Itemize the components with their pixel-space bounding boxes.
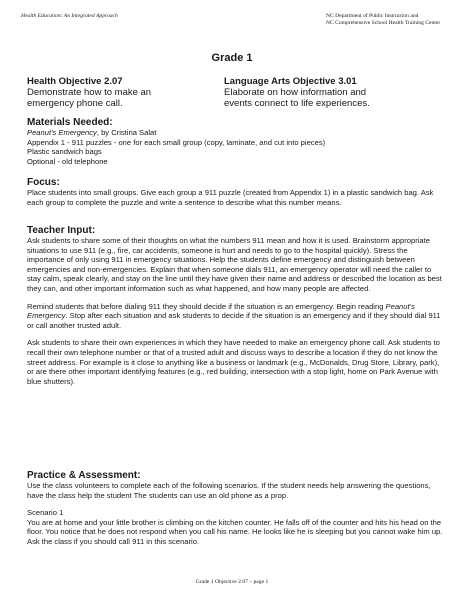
- running-header-right-line-2: NC Comprehensive School Health Training Center: [326, 20, 441, 26]
- page-footer: Grade 1 Objective 2.07 – page 1: [195, 579, 269, 585]
- materials-item-2: Plastic sandwich bags: [27, 147, 102, 157]
- language-arts-objective-title: Language Arts Objective 3.01: [224, 76, 357, 87]
- materials-item-3: Optional - old telephone: [27, 156, 108, 166]
- practice-section: [27, 470, 447, 547]
- focus-section: [27, 177, 447, 207]
- teacher-input-paragraph-3: Ask students to share their own experiences in which they have needed to make an emergency phone call. Ask students to recall their own telephone number or that of a trusted adult and discuss ways to describe a location if they do not know the street address. For example is it close to anything like a business or landmark (e.g., McDonalds, Drug Store, Library, park), or are there other important identifying features (e.g., red building, intersection with a stop light, home on Park Avenue with blue shutters).: [27, 338, 440, 386]
- focus-heading: Focus:: [27, 177, 60, 188]
- materials-section: [27, 117, 447, 166]
- health-objective-text-line-2: emergency phone call.: [27, 98, 123, 109]
- health-objective-title: Health Objective 2.07: [27, 76, 123, 87]
- practice-heading: Practice & Assessment:: [27, 470, 141, 481]
- teacher-input-paragraph-2-start: Remind students that before dialing 911 they should decide if the situation is an emergency. Begin reading: [27, 301, 386, 311]
- materials-heading: Materials Needed:: [27, 117, 113, 128]
- focus-text: Place students into small groups. Give each group a 911 puzzle (created from Appendix 1) in a plastic sandwich bag. Ask each group to complete the puzzle and write a sentence to describe what this number means.: [27, 188, 434, 207]
- teacher-input-paragraph-1: Ask students to share some of their thoughts on what the numbers 911 mean and how it is used. Brainstorm appropriate situations to use 911 (e.g., fire, car accidents, someone is hurt and needs to go to the hospital quickly). Stress the importance of only using 911 in emergency situations. Help the students define emergency and distinguish between emergencies and non-emergencies. Explain that when someone dials 911, an emergency operator will need the caller to stay calm, speak clearly, and stay on the line until they have given their name and address or described the location as best they can, and other important information such as what happened, and how many people are affected.: [27, 236, 442, 293]
- health-objective: [27, 76, 217, 109]
- scenario-title: Scenario 1: [27, 508, 64, 518]
- teacher-input-paragraph-2: [27, 302, 447, 331]
- scenario-text: You are at home and your little brother is climbing on the kitchen counter. He falls off of the counter and hits his head on the floor. You notice that he does not respond when you call his name. He looks like he is sleeping but you cannot wake him up. Ask the class if you should call 911 in this scenario.: [27, 517, 443, 546]
- language-arts-objective: [224, 76, 444, 109]
- practice-text: Use the class volunteers to complete each of the following scenarios. If the student needs help answering the questions, have the class help the student The students can use an old phone as a prop.: [27, 481, 431, 500]
- running-header-left: Health Education: An Integrated Approach: [21, 13, 118, 19]
- materials-item-1: Appendix 1 - 911 puzzles - one for each small group (copy, laminate, and cut into pieces): [27, 137, 326, 147]
- materials-book-title: Peanut's Emergency: [27, 128, 97, 137]
- language-arts-objective-text-line-1: Elaborate on how information and: [224, 87, 367, 98]
- materials-book-author: , by Cristina Salat: [96, 128, 157, 137]
- teacher-input-book-title: Peanut's Emergency: [27, 301, 415, 321]
- teacher-input-paragraph-2-end: . Stop after each situation and ask students to decide if the situation is an emergency and if they should dial 911 or call another trusted adult.: [27, 311, 441, 330]
- running-header-right: [326, 13, 440, 27]
- health-objective-text-line-1: Demonstrate how to make an: [27, 87, 152, 98]
- running-header-right-line-1: NC Department of Public Instruction and: [326, 13, 419, 19]
- language-arts-objective-text-line-2: events connect to life experiences.: [224, 98, 370, 109]
- grade-title: Grade 1: [211, 52, 253, 64]
- teacher-input-section: [27, 225, 447, 394]
- materials-book-line: [27, 128, 447, 138]
- teacher-input-heading: Teacher Input:: [27, 225, 96, 236]
